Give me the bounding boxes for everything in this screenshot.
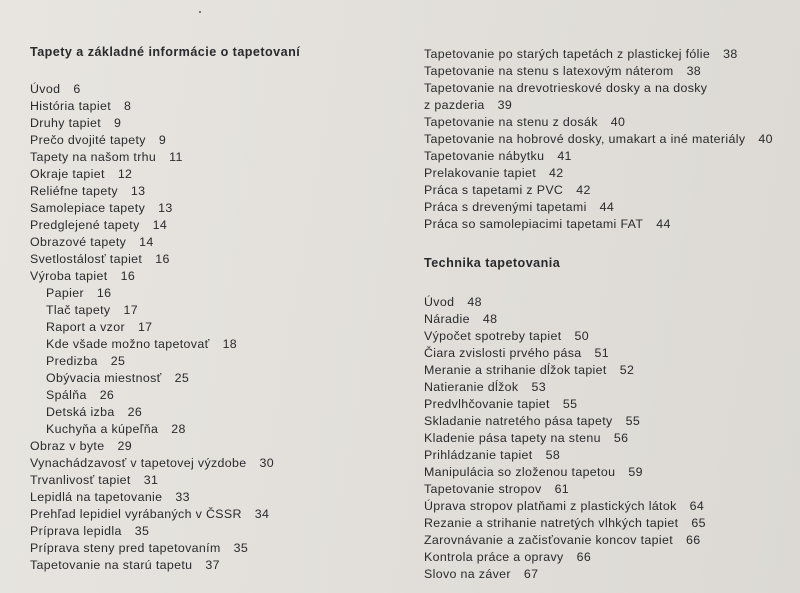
toc-entry-page: 48 [467, 295, 482, 309]
toc-entry-page: 66 [576, 550, 592, 564]
toc-entry-page: 8 [124, 99, 132, 113]
toc-entry-page: 50 [574, 329, 590, 343]
toc-entry [424, 46, 794, 63]
toc-entry [424, 216, 794, 233]
toc-entry-page: 53 [531, 380, 546, 394]
toc-entry-title: Kde všade možno tapetovať [46, 337, 210, 351]
toc-entry-title: Meranie a strihanie dĺžok tapiet [424, 363, 607, 377]
toc-entry-page: 42 [576, 183, 591, 197]
toc-entry-title: Natieranie dĺžok [424, 380, 519, 394]
toc-entry-title: Príprava steny pred tapetovaním [30, 541, 221, 555]
toc-entry-title: Výroba tapiet [30, 269, 108, 283]
toc-entry-title: Práca so samolepiacimi tapetami FAT [424, 217, 644, 231]
toc-entry [30, 234, 410, 251]
toc-entry-page: 17 [137, 320, 153, 334]
toc-entry-title: Čiara zvislosti prvého pása [424, 346, 582, 360]
toc-entry [424, 294, 794, 311]
toc-entry-title: Papier [46, 286, 84, 300]
toc-entry-page: 12 [117, 167, 133, 181]
toc-entry-title: Prehľad lepidiel vyrábaných v ČSSR [30, 507, 242, 521]
toc-entry-page: 42 [549, 166, 564, 180]
toc-entry-title: Lepidlá na tapetovanie [30, 490, 163, 504]
toc-entry-title: Tapetovanie nábytku [424, 149, 545, 163]
toc-entry-page: 55 [625, 414, 641, 428]
toc-entry-page: 16 [120, 269, 136, 283]
toc-entry [424, 532, 794, 549]
toc-entry [424, 165, 794, 182]
toc-entry-title: Rezanie a strihanie natretých vlhkých tapiet [424, 516, 679, 530]
toc-entry-page: 11 [169, 150, 183, 164]
toc-entry [30, 489, 410, 506]
toc-entry-page: 65 [691, 516, 706, 530]
toc-entry-title: História tapiet [30, 99, 112, 113]
toc-entry [30, 98, 410, 115]
toc-entry-title: Manipulácia so zloženou tapetou [424, 465, 616, 479]
toc-entry-page: 44 [599, 200, 615, 214]
toc-entry [424, 379, 794, 396]
toc-entry-title: Obraz v byte [30, 439, 105, 453]
toc-entry [30, 115, 410, 132]
toc-right-column [424, 46, 794, 583]
toc-entry-title: Úvod [424, 295, 455, 309]
toc-entry-page: 31 [143, 473, 159, 487]
toc-entry-page: 35 [134, 524, 150, 538]
toc-entry [30, 217, 410, 234]
toc-entry-title: Vynachádzavosť v tapetovej výzdobe [30, 456, 247, 470]
toc-entry [30, 149, 410, 166]
toc-entry-page: 59 [628, 465, 643, 479]
toc-entry-title: Príprava lepidla [30, 524, 122, 538]
toc-entry-title: Okraje tapiet [30, 167, 105, 181]
toc-entry-page: 6 [73, 82, 81, 96]
toc-entry-page: 25 [174, 371, 190, 385]
toc-entry-page: 66 [686, 533, 701, 547]
toc-entry-page: 18 [222, 337, 238, 351]
toc-list-right-top [424, 46, 794, 233]
toc-entry [30, 421, 410, 438]
toc-entry-title: Svetlostálosť tapiet [30, 252, 143, 266]
toc-entry-title: Obrazové tapety [30, 235, 127, 249]
toc-entry-page: 26 [99, 388, 115, 402]
toc-entry-page: 9 [114, 116, 122, 130]
toc-entry-page: 16 [155, 252, 170, 266]
toc-entry-page: 58 [545, 448, 561, 462]
toc-entry-title: Tapety na našom trhu [30, 150, 157, 164]
toc-entry [30, 302, 410, 319]
toc-entry-title: Predvlhčovanie tapiet [424, 397, 550, 411]
toc-entry-title: Detská izba [46, 405, 115, 419]
toc-entry-page: 33 [175, 490, 190, 504]
toc-list-right-bottom [424, 294, 794, 583]
toc-entry-page: 29 [117, 439, 132, 453]
toc-entry [30, 438, 410, 455]
toc-entry-title: Práca s tapetami z PVC [424, 183, 564, 197]
toc-entry [30, 506, 410, 523]
toc-entry [424, 362, 794, 379]
toc-entry [30, 132, 410, 149]
toc-entry [424, 131, 794, 148]
toc-entry [424, 515, 794, 532]
toc-entry-title: Druhy tapiet [30, 116, 102, 130]
toc-entry-title: Predizba [46, 354, 98, 368]
toc-entry-page: 14 [139, 235, 154, 249]
toc-entry-page: 52 [619, 363, 635, 377]
toc-entry [30, 353, 410, 370]
toc-entry [30, 200, 410, 217]
toc-entry-title: Prelakovanie tapiet [424, 166, 537, 180]
toc-entry-page: 38 [723, 47, 738, 61]
toc-entry-title: Reliéfne tapety [30, 184, 118, 198]
toc-entry-page: 64 [689, 499, 705, 513]
toc-entry [424, 328, 794, 345]
toc-entry [424, 148, 794, 165]
toc-entry-page: 48 [482, 312, 498, 326]
toc-entry-page: 25 [110, 354, 126, 368]
toc-entry-title: Tapetovanie na stenu z dosák [424, 115, 598, 129]
toc-entry-title: Kladenie pása tapety na stenu [424, 431, 601, 445]
toc-list-left [30, 81, 410, 574]
toc-entry-page: 38 [686, 64, 702, 78]
toc-entry-page: 41 [557, 149, 572, 163]
toc-entry [30, 81, 410, 98]
toc-entry-title: Výpočet spotreby tapiet [424, 329, 562, 343]
toc-entry-title: Kontrola práce a opravy [424, 550, 564, 564]
paper-speck [199, 11, 201, 13]
toc-left-column [30, 44, 410, 574]
toc-entry-title: Samolepiace tapety [30, 201, 146, 215]
toc-entry-page: 30 [259, 456, 275, 470]
toc-entry [30, 319, 410, 336]
toc-entry [424, 182, 794, 199]
toc-entry [30, 523, 410, 540]
toc-entry-title: Prihládzanie tapiet [424, 448, 533, 462]
toc-entry-title: Tapetovanie na starú tapetu [30, 558, 193, 572]
toc-entry-title: Tlač tapety [46, 303, 111, 317]
toc-entry-title: Práca s drevenými tapetami [424, 200, 587, 214]
toc-entry-page: 9 [158, 133, 167, 147]
toc-entry-page: 13 [158, 201, 173, 215]
toc-entry-title: Slovo na záver [424, 567, 511, 581]
toc-entry [30, 455, 410, 472]
toc-entry [424, 345, 794, 362]
toc-entry [30, 557, 410, 574]
toc-entry-title: Prečo dvojité tapety [30, 133, 146, 147]
toc-entry [424, 80, 794, 97]
toc-entry [424, 199, 794, 216]
toc-entry [30, 183, 410, 200]
toc-entry [30, 336, 410, 353]
toc-entry-page: 61 [554, 482, 570, 496]
toc-entry-title: Raport a vzor [46, 320, 125, 334]
section-heading-wallpapers: Tapety a základné informácie o tapetovaní [30, 45, 301, 59]
toc-entry-title: Spálňa [46, 388, 87, 402]
toc-entry [424, 63, 794, 80]
toc-entry [424, 430, 794, 447]
toc-entry-page: 14 [152, 218, 168, 232]
toc-entry [424, 498, 794, 515]
toc-entry-page: 37 [205, 558, 220, 572]
toc-entry-title: Obývacia miestnosť [46, 371, 162, 385]
toc-entry-title: Predglejené tapety [30, 218, 140, 232]
toc-entry [424, 413, 794, 430]
toc-entry [424, 464, 794, 481]
toc-entry-page: 40 [758, 132, 773, 146]
toc-entry [424, 396, 794, 413]
toc-entry-page: 40 [610, 115, 626, 129]
toc-entry-page: 17 [123, 303, 138, 317]
toc-entry [30, 370, 410, 387]
toc-entry-page: 13 [130, 184, 146, 198]
toc-entry [424, 549, 794, 566]
toc-entry [30, 387, 410, 404]
toc-entry [30, 540, 410, 557]
toc-entry-page: 35 [233, 541, 249, 555]
toc-entry [30, 472, 410, 489]
toc-entry-page: 16 [96, 286, 112, 300]
toc-entry-title: Úvod [30, 82, 61, 96]
toc-entry [30, 268, 410, 285]
toc-entry [30, 166, 410, 183]
toc-entry-title: Zarovnávanie a začisťovanie koncov tapiet [424, 533, 674, 547]
toc-entry-title: Náradie [424, 312, 470, 326]
toc-entry-page: 26 [127, 405, 143, 419]
toc-entry [30, 251, 410, 268]
toc-entry [424, 447, 794, 464]
toc-entry-title: Trvanlivosť tapiet [30, 473, 131, 487]
toc-entry-page: 28 [171, 422, 186, 436]
toc-entry [424, 311, 794, 328]
toc-entry [424, 481, 794, 498]
toc-entry [30, 285, 410, 302]
toc-entry-title: Tapetovanie stropov [424, 482, 542, 496]
toc-entry [424, 97, 794, 114]
toc-entry-title: Kuchyňa a kúpeľňa [46, 422, 159, 436]
toc-entry-page: 55 [562, 397, 578, 411]
toc-entry-page: 44 [656, 217, 671, 231]
toc-entry-page: 56 [613, 431, 629, 445]
toc-entry-page: 39 [497, 98, 513, 112]
toc-entry-title: Tapetovanie po starých tapetách z plastickej fólie [424, 47, 711, 61]
section-heading-technique: Technika tapetovania [424, 256, 561, 270]
toc-entry-title: Tapetovanie na stenu s latexovým náterom [424, 64, 674, 78]
toc-entry-page: 67 [523, 567, 539, 581]
toc-entry-title: Tapetovanie na drevotrieskové dosky a na dosky [424, 81, 708, 95]
toc-entry-page: 34 [254, 507, 270, 521]
toc-entry [424, 566, 794, 583]
toc-entry-title: Tapetovanie na hobrové dosky, umakart a iné materiály [424, 132, 746, 146]
toc-entry-title: Úprava stropov platňami z plastických látok [424, 499, 677, 513]
toc-entry [424, 114, 794, 131]
toc-entry-page: 51 [594, 346, 609, 360]
toc-entry-title: Skladanie natretého pása tapety [424, 414, 613, 428]
toc-entry-title: z pazderia [424, 98, 485, 112]
toc-entry [30, 404, 410, 421]
